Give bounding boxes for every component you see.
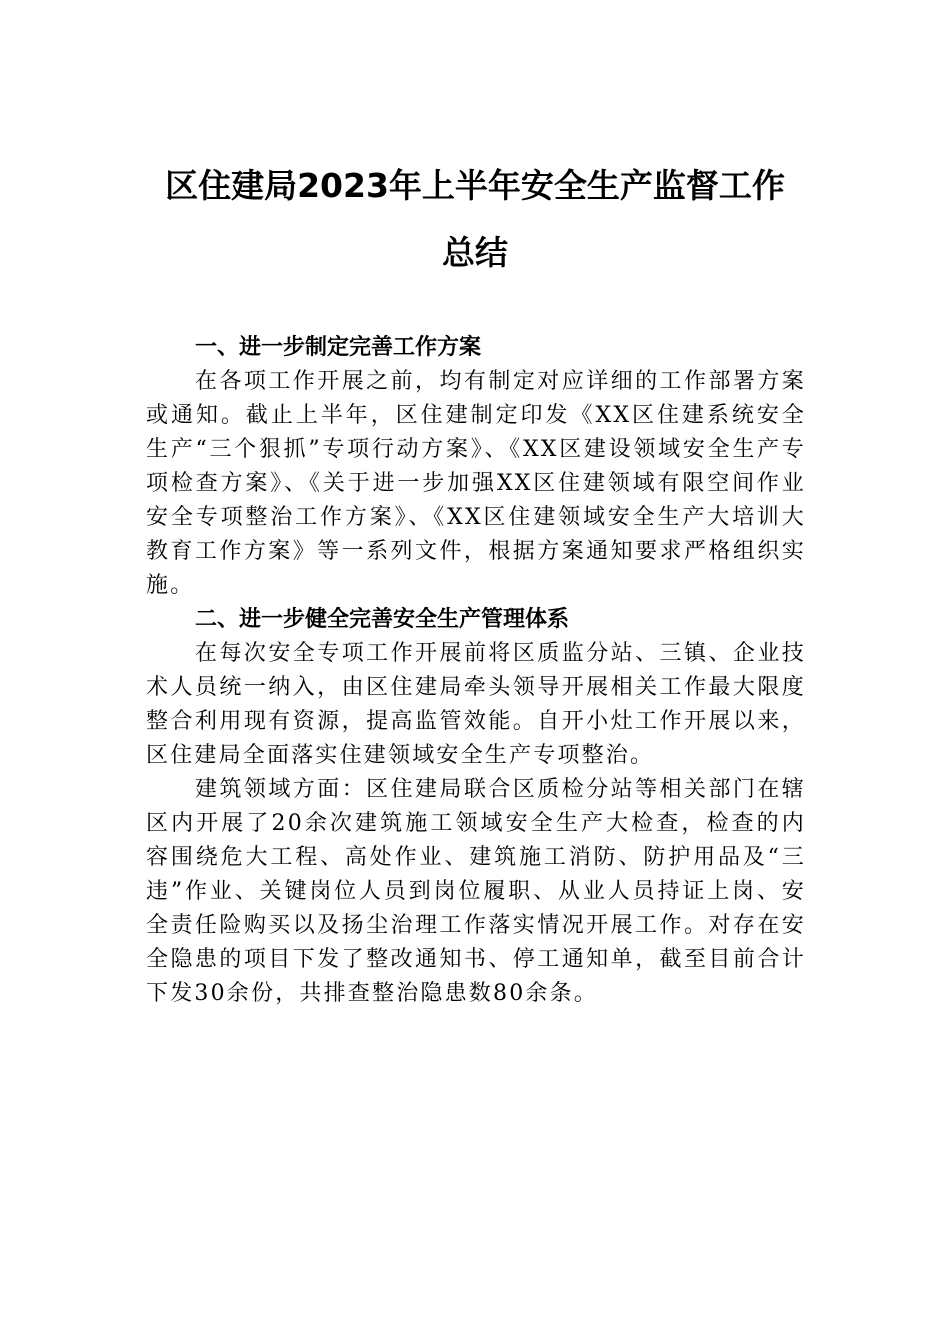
section-heading-1: 一、进一步制定完善工作方案: [195, 335, 482, 360]
section-2-paragraph-2: 建筑领域方面：区住建局联合区质检分站等相关部门在辖区内开展了20余次建筑施工领域安全生产大检查，检查的内容围绕危大工程、高处作业、建筑施工消防、防护用品及“三违”作业、关键岗位人员到岗位履职、从业人员持证上岗、安全责任险购买以及扬尘治理工作落实情况开展工作。对存在安全隐患的项目下发了整改通知书、停工通知单，截至目前合计下发30余份，共排查整治隐患数80余条。: [146, 777, 806, 1006]
document-body: [146, 331, 806, 1011]
section-2-paragraph-1: 在每次安全专项工作开展前将区质监分站、三镇、企业技术人员统一纳入，由区住建局牵头领导开展相关工作最大限度整合利用现有资源，提高监管效能。自开小灶工作开展以来，区住建局全面落实住建领域安全生产专项整治。: [146, 641, 806, 768]
section-1-paragraph-1: 在各项工作开展之前，均有制定对应详细的工作部署方案或通知。截止上半年，区住建制定印发《XX区住建系统安全生产“三个狠抓”专项行动方案》、《XX区建设领域安全生产专项检查方案》、《关于进一步加强XX区住建领域有限空间作业安全专项整治工作方案》、《XX区住建领域安全生产大培训大教育工作方案》等一系列文件，根据方案通知要求严格组织实施。: [146, 369, 806, 598]
document-title-line-1: 区住建局2023年上半年安全生产监督工作: [165, 166, 785, 205]
document-title-line-2: 总结: [442, 233, 508, 272]
section-heading-2: 二、进一步健全完善安全生产管理体系: [195, 607, 570, 632]
